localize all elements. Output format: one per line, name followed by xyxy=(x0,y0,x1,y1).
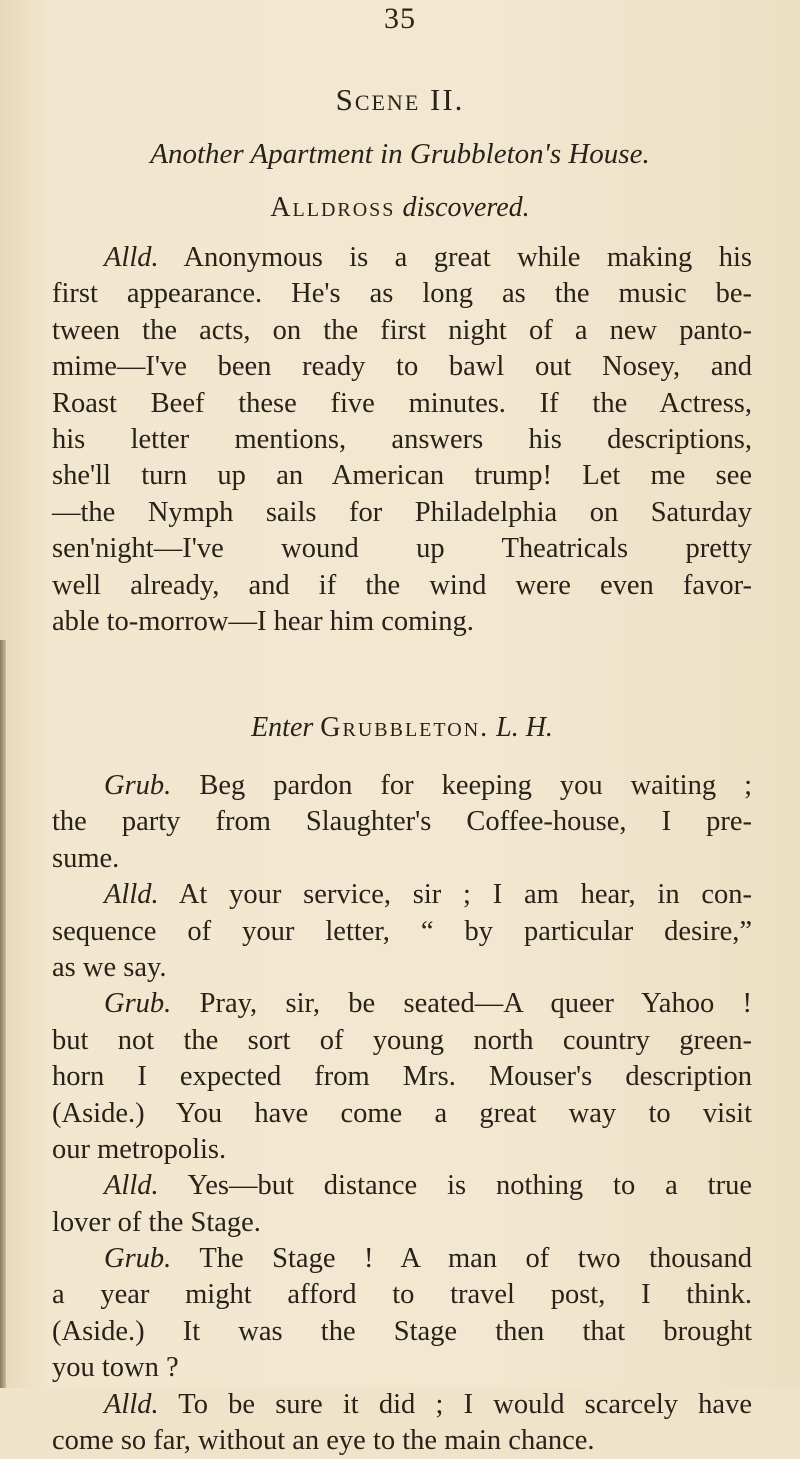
text-line: Alld. At your service, sir ; I am hear, in con- xyxy=(104,879,752,911)
stage-direction-discovered xyxy=(0,192,800,224)
text-line: Alld. To be sure it did ; I would scarcely have xyxy=(104,1388,752,1420)
text-line: lover of the Stage. xyxy=(52,1206,261,1238)
text-line: a year might afford to travel post, I think. xyxy=(52,1279,752,1311)
page-number: 35 xyxy=(384,2,416,35)
text-line: Grub. The Stage ! A man of two thousand xyxy=(104,1243,752,1275)
text-line: mime—I've been ready to bawl out Nosey, and xyxy=(52,351,752,383)
text-line: horn I expected from Mrs. Mouser's description xyxy=(52,1061,752,1093)
text-line: sen'night—I've wound up Theatricals pretty xyxy=(52,533,752,565)
text-line: (Aside.) It was the Stage then that brought xyxy=(52,1315,752,1347)
character-name: Alldross xyxy=(270,192,396,223)
text-line: Alld. Yes—but distance is nothing to a true xyxy=(104,1170,752,1202)
scene-heading: Scene II. xyxy=(335,82,465,117)
text-line: as we say. xyxy=(52,951,167,983)
stage-direction-enter: Enter Grubbleton. L. H. xyxy=(251,712,553,743)
character-name: Grubbleton. xyxy=(320,712,490,743)
speaker-name: Alld. xyxy=(104,242,159,273)
text-line: come so far, without an eye to the main chance. xyxy=(52,1425,595,1457)
text-line: —the Nymph sails for Philadelphia on Saturday xyxy=(52,496,752,528)
text-line: Grub. Beg pardon for keeping you waiting ; xyxy=(104,770,753,801)
text-line: the party from Slaughter's Coffee-house, I pre- xyxy=(52,806,752,838)
text-line: well already, and if the wind were even favor- xyxy=(52,569,752,601)
speaker-name: Alld. xyxy=(104,1388,159,1420)
text-line: but not the sort of young north country green- xyxy=(52,1024,752,1056)
text-line: first appearance. He's as long as the music be- xyxy=(52,278,752,310)
text-line: she'll turn up an American trump! Let me see xyxy=(52,460,752,492)
scene-location: Another Apartment in Grubbleton's House. xyxy=(150,138,650,170)
stage-position: L. H. xyxy=(496,712,553,743)
text-line: Roast Beef these five minutes. If the Actress, xyxy=(52,387,752,419)
speaker-name: Grub. xyxy=(104,1243,172,1275)
text-line: sequence of your letter, “ by particular desire,” xyxy=(52,915,752,947)
text-line: Grub. Pray, sir, be seated—A queer Yahoo ! xyxy=(104,988,753,1020)
speaker-name: Alld. xyxy=(104,1170,159,1202)
speaker-name: Grub. xyxy=(104,770,172,801)
text-line: Alld. Anonymous is a great while making his xyxy=(104,242,752,273)
text-line: you town ? xyxy=(52,1352,179,1384)
speaker-name: Alld. xyxy=(104,879,159,911)
dialogue xyxy=(52,768,752,1459)
text-line: tween the acts, on the first night of a new panto- xyxy=(52,314,752,346)
text-line: his letter mentions, answers his descriptions, xyxy=(52,423,752,455)
text-line: our metropolis. xyxy=(52,1133,227,1165)
text-line: sume. xyxy=(52,842,120,874)
speech-alldross-opening xyxy=(52,240,752,640)
text-line: (Aside.) You have come a great way to visit xyxy=(52,1097,752,1129)
speaker-name: Grub. xyxy=(104,988,172,1020)
page-edge-shadow xyxy=(0,640,6,1388)
stage-direction-text: discovered. xyxy=(402,192,530,223)
text-line: able to-morrow—I hear him coming. xyxy=(52,605,474,637)
